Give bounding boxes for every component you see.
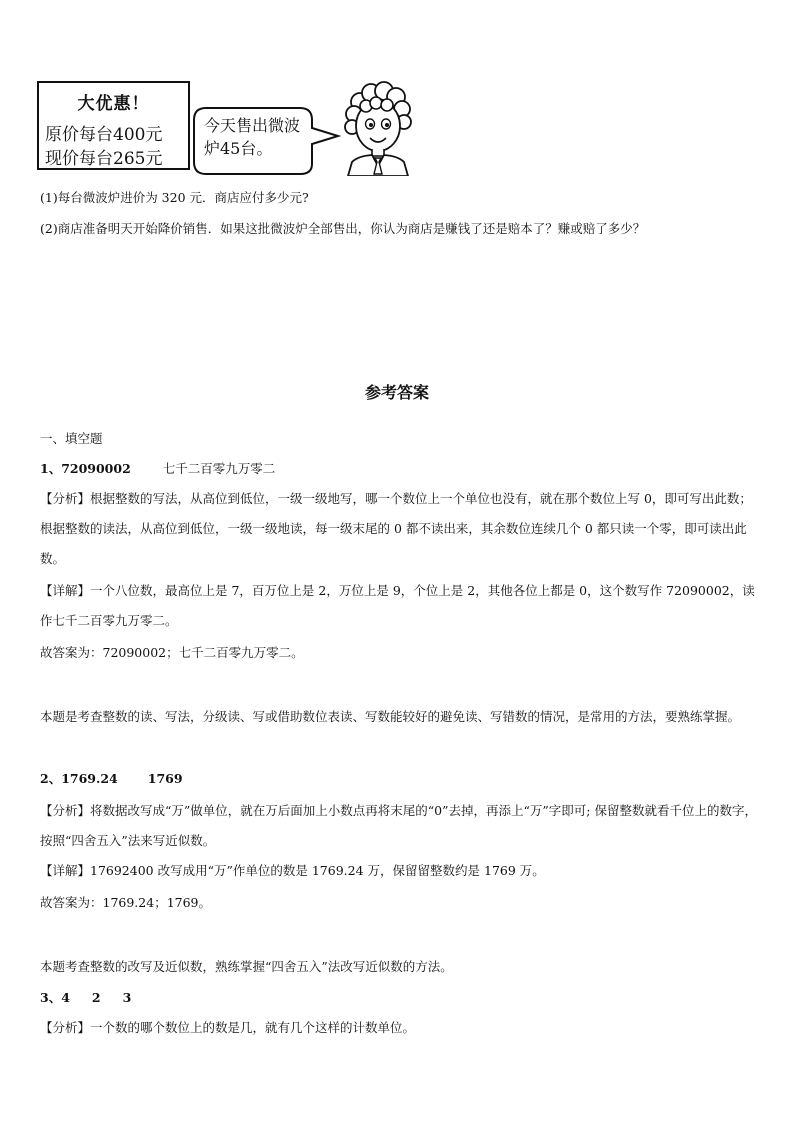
answer-2-analysis: 【分析】将数据改写成“万”做单位，就在万后面加上小数点再将末尾的“0”去掉，再添上“万”字即可; 保留整数就看千位上的数字，按照“四舍五入”法来写近似数。 <box>40 803 757 848</box>
answer-1-detail: 【详解】一个八位数，最高位上是 7，百万位上是 2，万位上是 9，个位上是 2，其他各位上都是 0，这个数写作 72090002，读作七千二百零九万零二。 <box>40 583 755 628</box>
section-heading: 一、填空题 <box>40 431 103 446</box>
answer-2-result: 故答案为：1769.24；1769。 <box>40 895 212 910</box>
sign-title: 大优惠！ <box>77 94 150 114</box>
answer-1-header <box>40 454 760 484</box>
speech-bubble <box>192 106 342 176</box>
question-2: (2)商店准备明天开始降价销售．如果这批微波炉全部售出，你认为商店是赚钱了还是赔本了？赚或赔了多少？ <box>40 221 646 236</box>
answer-3-second: 2 <box>91 990 101 1005</box>
salesperson-illustration <box>338 80 418 176</box>
answer-2-second: 1769 <box>147 771 183 786</box>
answer-2-header <box>40 764 760 794</box>
answer-3-header <box>40 983 760 1013</box>
answer-1-words: 七千二百零九万零二 <box>162 461 276 476</box>
answers-title: 参考答案 <box>364 383 429 402</box>
original-price: 原价每台400元 <box>45 125 163 145</box>
answer-1-comment: 本题是考查整数的读、写法，分级读、写或借助数位表读、写数能较好的避免读、写错数的情况，是常用的方法，要熟练掌握。 <box>40 709 741 724</box>
answer-3-number: 3、4 <box>40 990 70 1005</box>
answer-1-analysis: 【分析】根据整数的写法，从高位到低位，一级一级地写，哪一个数位上一个单位也没有，就在那个数位上写 0，即可写出此数；根据整数的读法，从高位到低位，一级一级地读，每一级末尾的 0 都不读出来，其余数位连续几个 0 都只读一个零，即可读出此数。 <box>40 491 752 566</box>
answer-1-number: 1、72090002 <box>40 461 131 476</box>
answer-2-comment: 本题考查整数的改写及近似数，熟练掌握“四舍五入”法改写近似数的方法。 <box>40 959 453 974</box>
answer-2-number: 2、1769.24 <box>40 771 118 786</box>
answer-2-detail: 【详解】17692400 改写成用“万”作单位的数是 1769.24 万，保留留整数约是 1769 万。 <box>40 863 545 878</box>
question-1: (1)每台微波炉进价为 320 元．商店应付多少元? <box>40 190 309 205</box>
current-price: 现价每台265元 <box>45 149 163 169</box>
answer-1-result: 故答案为：72090002；七千二百零九万零二。 <box>40 645 304 660</box>
answer-3-analysis: 【分析】一个数的哪个数位上的数是几，就有几个这样的计数单位。 <box>40 1020 416 1035</box>
answer-3-third: 3 <box>122 990 132 1005</box>
bubble-text: 今天售出微波炉45台。 <box>204 116 301 158</box>
sale-sign <box>37 81 190 170</box>
